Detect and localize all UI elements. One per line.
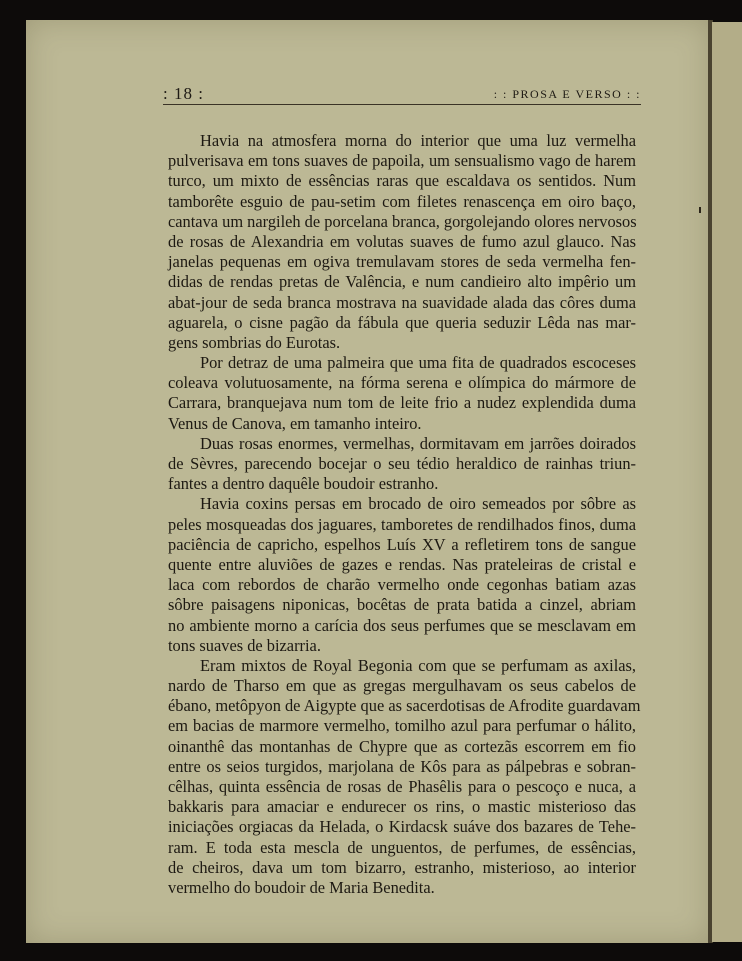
- text-line: Por detraz de uma palmeira que uma fita de quadrados escoceses: [200, 353, 636, 373]
- ink-mark: [699, 207, 701, 213]
- text-line: janelas pequenas em ogiva tremulavam stores de seda vermelha fen-: [168, 252, 636, 272]
- text-line: iniciações orgiacas da Helada, o Kirdacsk suáve dos bazares de Tehe-: [168, 817, 636, 837]
- text-line: paciência de capricho, espelhos Luís XV a refletirem tons de sangue: [168, 534, 636, 554]
- text-line: cêlhas, quinta essência de rosas de Phasêlis para o pescoço e nuca, a: [168, 777, 636, 796]
- text-line: didas de rendas pretas de Valência, e num candieiro alto impêrio um: [168, 272, 636, 292]
- text-line: aguarela, o cisne pagão da fábula que queria seduzir Lêda nas mar-: [168, 312, 636, 332]
- text-line: fantes a dentro daquêle boudoir estranho.: [168, 474, 439, 494]
- text-line: cantava um nargileh de porcelana branca, gorgolejando olores nervosos: [168, 211, 637, 231]
- text-line: de rosas de Alexandria em volutas suaves de fumo azul glauco. Nas: [168, 231, 636, 251]
- text-line: Havia coxins persas em brocado de oiro semeados por sôbre as: [200, 494, 636, 514]
- text-line: de cheiros, dava um tom bizarro, estranho, misterioso, ao interior: [168, 857, 636, 877]
- text-line: Venus de Canova, em tamanho inteiro.: [168, 413, 422, 433]
- text-line: entre os seios turgidos, marjolana de Kôs para as pálpebras e sobran-: [168, 756, 636, 776]
- text-line: laca com rebordos de charão vermelho onde cegonhas batiam azas: [168, 575, 636, 595]
- body-text: [168, 131, 641, 898]
- text-line: bakkaris para amaciar e endurecer os rins, o mastic misterioso das: [168, 797, 636, 817]
- text-line: oinanthê das montanhas de Chypre que as cortezãs escorrem em fio: [168, 736, 636, 756]
- text-line: abat-jour de seda branca mostrava na suavidade alada das côres duma: [168, 292, 636, 312]
- page-number: : 18 :: [163, 84, 204, 103]
- text-line: no ambiente morno a carícia dos seus perfumes que se mesclavam em: [168, 615, 636, 635]
- text-line: em bacias de marmore vermelho, tomilho azul para perfumar o hálito,: [168, 716, 636, 736]
- text-line: ébano, metôpyon de Aigypte que as sacerdotisas de Afrodite guardavam: [168, 696, 641, 716]
- text-line: sôbre paisagens niponicas, bocêtas de prata batida a cinzel, abriam: [168, 595, 636, 615]
- running-head: : : PROSA E VERSO : :: [493, 87, 641, 101]
- text-line: peles mosqueadas dos jaguares, tamboretes de rendilhados finos, duma: [168, 514, 636, 534]
- text-line: de Sèvres, parecendo bocejar o seu tédio heraldico de rainhas triun-: [168, 454, 636, 473]
- text-line: turco, um mixto de essências raras que escaldava os sentidos. Num: [168, 171, 636, 191]
- text-line: Duas rosas enormes, vermelhas, dormitavam em jarrões doirados: [200, 433, 636, 453]
- text-line: gens sombrias do Eurotas.: [168, 332, 341, 352]
- text-line: quente entre aluviões de gazes e rendas. Nas prateleiras de cristal e: [168, 554, 636, 574]
- text-line: Carrara, branquejava num tom de leite frio a nudez explendida duma: [168, 393, 636, 413]
- text-line: nardo de Tharso em que as gregas mergulhavam os seus cabelos de: [168, 676, 636, 696]
- text-line: coleava volutuosamente, na fórma serena e olímpica do mármore de: [168, 373, 636, 393]
- text-line: Havia na atmosfera morna do interior que uma luz vermelha: [200, 131, 636, 150]
- text-line: ram. E toda esta mescla de unguentos, de perfumes, de essências,: [168, 837, 636, 857]
- text-line: tons suaves de bizarria.: [168, 635, 321, 655]
- text-line: tamborête esguio de pau-setim com filetes renascença em oiro baço,: [168, 191, 636, 211]
- text-line: Eram mixtos de Royal Begonia com que se perfumam as axilas,: [200, 655, 636, 675]
- facing-page-edge: [712, 22, 742, 942]
- page-header: [163, 84, 641, 106]
- text-line: pulverisava em tons suaves de papoila, um sensualismo vago de harem: [168, 151, 636, 171]
- text-line: vermelho do boudoir de Maria Benedita.: [168, 877, 435, 897]
- header-rule: [163, 104, 641, 105]
